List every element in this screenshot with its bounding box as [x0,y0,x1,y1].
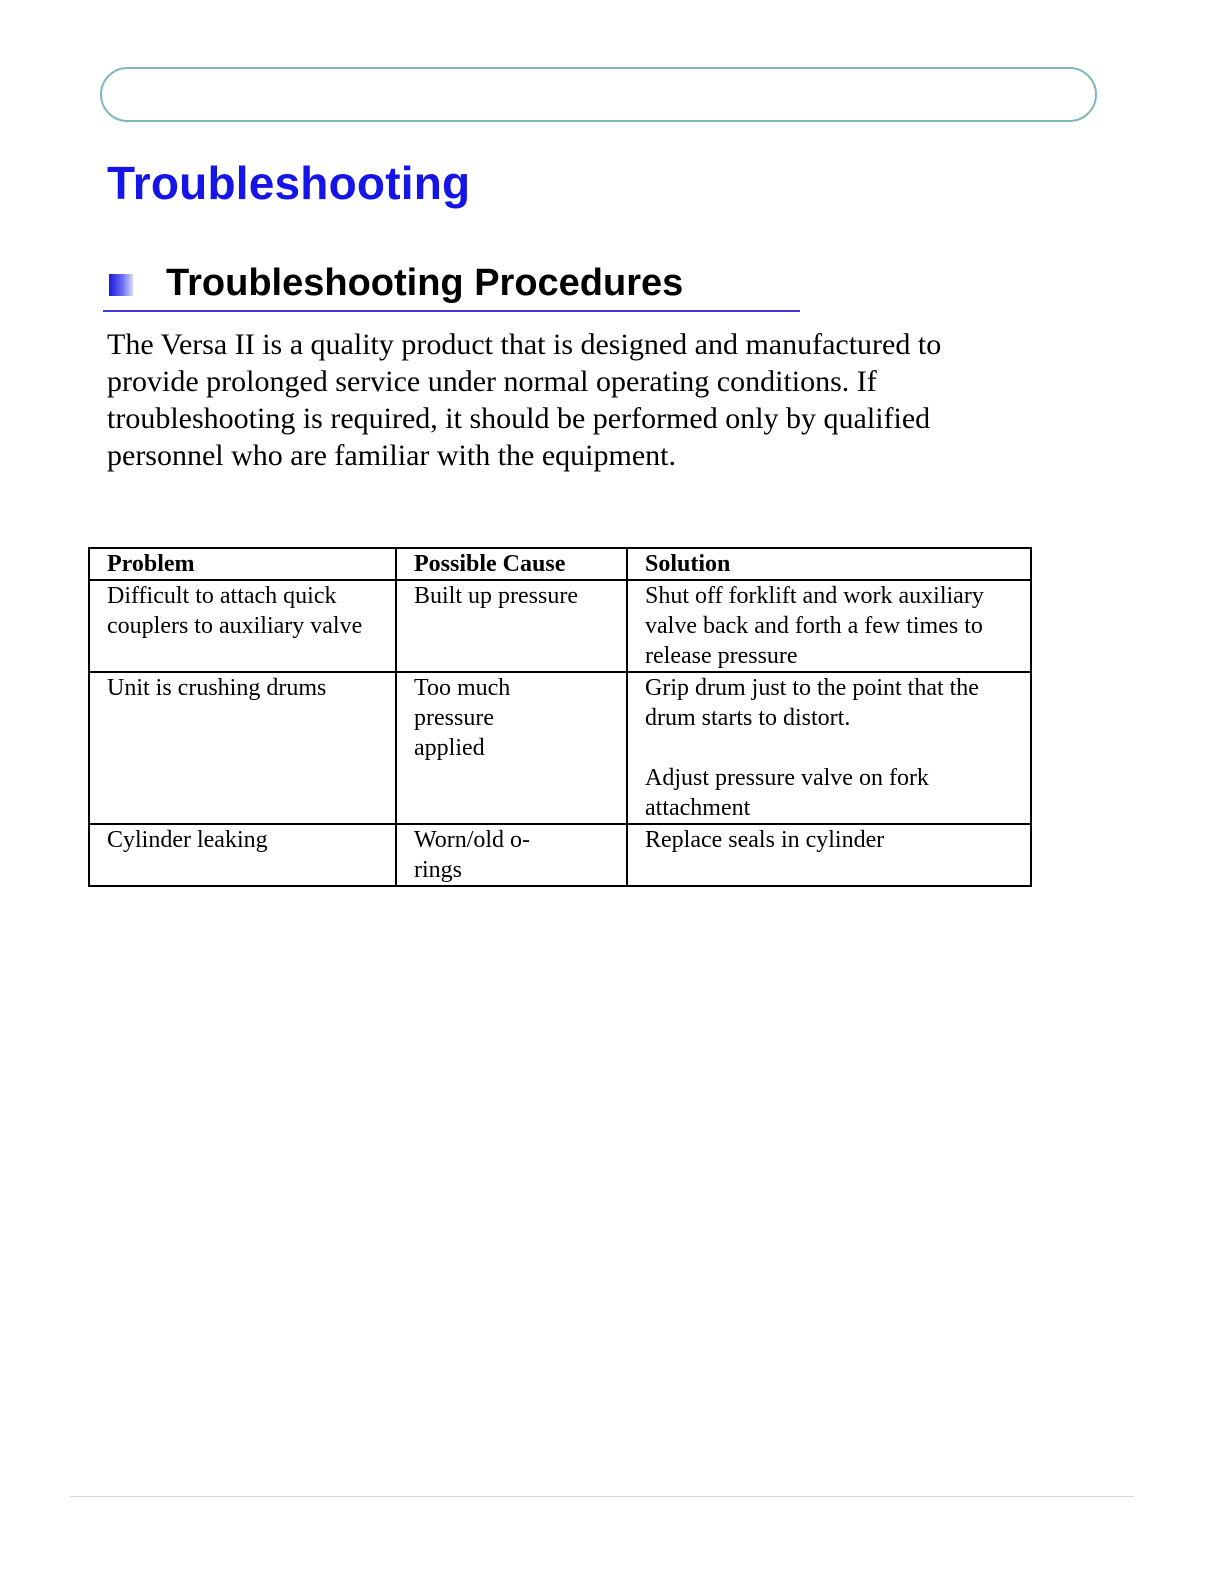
cause-text: Worn/old o-rings [414,827,531,883]
solution-text: Adjust pressure valve on fork attachment [645,765,929,821]
solution-cell [627,824,1031,886]
solution-text: Shut off forklift and work auxiliary valve back and forth a few times to release pressure [645,583,984,669]
section-heading [103,262,800,312]
table-row [89,824,1031,886]
solution-cell [627,672,1031,824]
troubleshooting-table [88,547,1032,887]
cause-text: Too much pressure applied [414,675,511,761]
footer-divider [70,1496,1134,1497]
page-title: Troubleshooting [107,157,471,209]
cause-cell [396,672,627,824]
header-problem: Problem [89,548,396,580]
square-bullet-icon [109,274,133,296]
intro-paragraph: The Versa II is a quality product that is designed and manufactured to provide prolonged service under normal operating conditions. If troubleshooting is required, it should be performed only by qualified personnel who are familiar with the equipment. [107,328,942,472]
table-row [89,672,1031,824]
problem-cell: Unit is crushing drums [89,672,396,824]
header-frame [100,67,1097,122]
cause-cell: Built up pressure [396,580,627,672]
table-row [89,580,1031,672]
section-title: Troubleshooting Procedures [166,262,684,304]
problem-cell: Difficult to attach quick couplers to auxiliary valve [89,580,396,672]
solution-spacer [645,733,1020,763]
cause-cell [396,824,627,886]
solution-cell [627,580,1031,672]
table-header-row [89,548,1031,580]
solution-text: Grip drum just to the point that the drum starts to distort. [645,675,979,731]
header-solution: Solution [627,548,1031,580]
header-possible-cause: Possible Cause [396,548,627,580]
problem-cell: Cylinder leaking [89,824,396,886]
solution-text: Replace seals in cylinder [645,827,885,853]
